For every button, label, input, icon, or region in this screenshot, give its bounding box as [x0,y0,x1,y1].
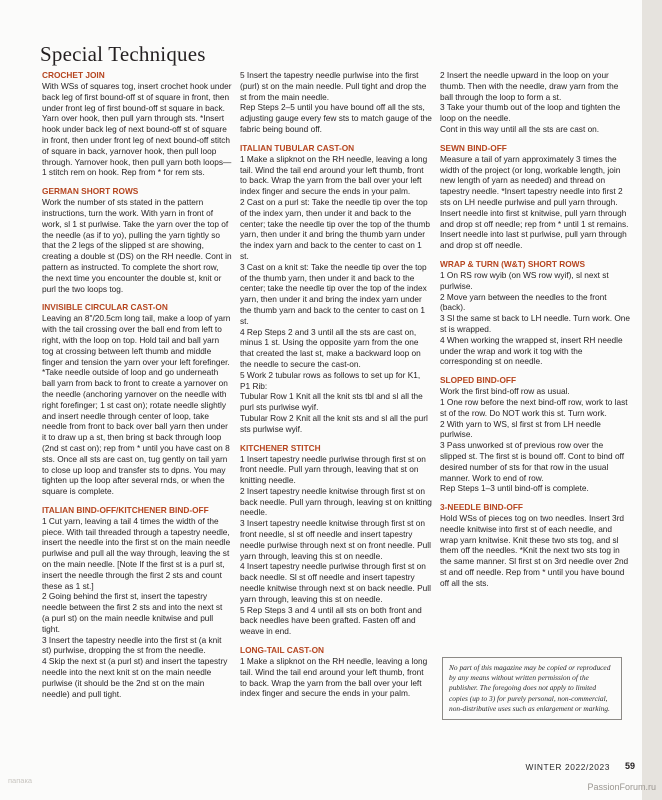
section-heading: 3-NEEDLE BIND-OFF [440,502,523,513]
technique-section [440,502,630,589]
section-paragraph: 3 Insert the tapestry needle into the first st (a knit st) purlwise, dropping the st from the needle. [42,634,222,656]
section-paragraph: 3 Pass unworked st of previous row over the slipped st. The first st is bound off. Cont to bind off desired number of sts for that row in the usual manner. Work to end of row. [440,440,625,483]
section-paragraph: 1 Insert tapestry needle purlwise through first st on front needle. Pull yarn through, leaving that st on knitting needle. [240,453,426,486]
watermark-right: PassionForum.ru [587,782,656,792]
section-paragraph: Tubular Row 2 Knit all the knit sts and sl all the purl sts purlwise wyif. [240,412,428,434]
section-paragraph: Hold WSs of pieces tog on two needles. Insert 3rd needle knitwise into first st of each needle, and wrap yarn knitwise. Knit these two sts tog, and sl them off the needles. *Knit the next two sts tog in the same manner. Sl first st on 3rd needle over 2nd st and off needle. Rep from * until you have bound off all the sts. [440,513,629,588]
column-middle [240,70,432,707]
section-paragraph: 4 Skip the next st (a purl st) and insert the tapestry needle into the next knit st on the main needle purlwise (it should be the 2nd st on the main needle) and pull tight. [42,656,228,699]
section-paragraph: 1 Cut yarn, leaving a tail 4 times the width of the piece. With tail threaded through a tapestry needle, insert the needle into the first st on the main needle purlwise and pull all the way through, leaving the st on the main needle. [Note If the first st is a purl st, insert the needle through the first 2 sts and count these as 1 st.] [42,515,231,591]
section-heading: WRAP & TURN (W&T) SHORT ROWS [440,258,586,269]
section-heading: SLOPED BIND-OFF [440,375,517,386]
watermark-left: папака [8,776,33,785]
footer-season: WINTER 2022/2023 [525,762,610,772]
section-paragraph: Rep Steps 2–5 until you have bound off all the sts, adjusting gauge every few sts to match gauge of the fabric being bound off. [240,102,432,134]
section-paragraph: 3 Insert tapestry needle knitwise through first st on front needle, sl st off needle and insert tapestry needle purlwise through next st on front needle. Pull yarn through, leaving this st on needle. [240,518,431,561]
section-paragraph: 1 One row before the next bind-off row, work to last st of the row. Do NOT work this st. Turn work. [440,396,628,418]
section-paragraph: Rep Steps 1–3 until bind-off is complete. [440,483,589,494]
page-edge-tab [642,0,662,800]
technique-section [240,645,432,699]
section-paragraph: 5 Work 2 tubular rows as follows to set up for K1, P1 Rib: [240,369,421,391]
section-paragraph: 1 On RS row wyib (on WS row wyif), sl next st purlwise. [440,269,609,291]
section-paragraph: 2 Cast on a purl st: Take the needle tip over the top of the index yarn, then under it and back to the center; take the needle tip over the top of the thumb yarn, then under it and bring the thumb yarn under the index yarn and back to the center to cast on 1 st. [240,196,431,261]
section-heading: ITALIAN BIND-OFF/KITCHENER BIND-OFF [42,504,209,515]
technique-section [440,143,630,251]
section-heading: KITCHENER STITCH [240,442,321,453]
technique-section [240,443,432,638]
section-paragraph: 4 Rep Steps 2 and 3 until all the sts are cast on, minus 1 st. Using the opposite yarn from the one that created the last st, make a backward loop on the needle to secure the cast-on. [240,326,421,369]
section-paragraph: 4 Insert tapestry needle purlwise through first st on back needle. Sl st off needle and insert tapestry needle knitwise through next st on back needle. Pull yarn through, leaving this st on needle. [240,561,431,604]
section-paragraph: 2 Move yarn between the needles to the front (back). [440,291,607,313]
column-left [42,70,232,707]
section-paragraph: 5 Insert the tapestry needle purlwise into the first (purl) st on the main needle. Pull tight and drop the st from the main needle. [240,70,427,102]
technique-section [440,70,630,135]
section-paragraph: 4 When working the wrapped st, insert RH needle under the wrap and work it tog with the corresponding st on needle. [440,334,623,367]
section-paragraph: Cont in this way until all the sts are cast on. [440,123,600,134]
section-heading: ITALIAN TUBULAR CAST-ON [240,142,355,153]
page-number: 59 [624,761,635,771]
section-paragraph: Tubular Row 1 Knit all the knit sts tbl and sl all the purl sts purlwise wyif. [240,391,423,413]
section-paragraph: 1 Make a slipknot on the RH needle, leaving a long tail. Wind the tail end around your left thumb, front to back. Wrap the yarn from the ball over your left index finger and secure the ends in your palm. [240,656,428,699]
technique-section [240,70,432,135]
section-paragraph: Leaving an 8"/20.5cm long tail, make a loop of yarn with the tail crossing over the ball end from left to right, with the loop on top. Hold tail and ball yarn tog at crossing between left thumb and middle finger and tension the yarn over your left forefinger. *Take needle outside of loop and go underneath ball yarn from back to front to create a yarnover on the needle (anchoring yarnover on the needle with right forefinger; 1 st cast on); rotate needle slightly and insert needle through center of loop, take needle from front to back over ball yarn then under it to draw up a st, then bring st back through loop (2nd st cast on); rep from * until you have cast on 8 sts. Once all sts are cast on, tug gently on tail yarn to close up loop and transfer sts to dpns. You may tighten up the loop after several rnds, or when the square is complete. [42,313,231,497]
section-paragraph: 3 Cast on a knit st: Take the needle tip over the top of the thumb yarn, then under it and back to the center; take the needle tip over the top of the index yarn, then under it and bring the index yarn under the thumb yarn and back to the center to cast on 1 st. [240,261,427,326]
section-paragraph: 3 Take your thumb out of the loop and tighten the loop on the needle. [440,102,621,124]
section-paragraph: 2 Insert tapestry needle knitwise through first st on back needle. Pull yarn through, leaving st on knitting needle. [240,485,432,518]
section-heading: LONG-TAIL CAST-ON [240,645,325,656]
section-paragraph: 2 Insert the needle upward in the loop on your thumb. Then with the needle, draw yarn from the ball through the loop to form a st. [440,70,619,102]
technique-section [42,186,232,294]
technique-section [42,70,232,178]
section-paragraph: 5 Rep Steps 3 and 4 until all sts on both front and back needles have been grafted. Fasten off and weave in end. [240,604,422,637]
technique-section [42,302,232,497]
section-heading: INVISIBLE CIRCULAR CAST-ON [42,302,168,313]
technique-section [440,375,630,494]
technique-section [42,505,232,700]
copyright-notice: No part of this magazine may be copied or reproduced by any means without written permission of the publisher. The foregoing does not apply to limited copies (up to 3) for purely personal, non-commercial, non-distributive uses such as enlargement or marking. [442,657,622,720]
section-paragraph: 1 Make a slipknot on the RH needle, leaving a long tail. Wind the tail end around your left thumb, front to back. Wrap the yarn from the ball over your left index finger and secure the ends in your palm. [240,153,428,197]
section-paragraph: 2 Going behind the first st, insert the tapestry needle between the first 2 sts and into the next st (a purl st) on the main needle knitwise and pull tight. [42,591,223,634]
section-paragraph: With WSs of squares tog, insert crochet hook under back leg of first bound-off st of square in front, then under front leg of first bound-off st square in back. Yarn over hook, then pull yarn through sts. *Insert hook under back leg of next bound-off st of square in front, then under front leg of next bound-off stitch of square in back, yarnover hook, then pull loop through. Yarnover hook, then pull yarn both loops—1 stitch rem on hook. Rep from * for rem sts. [42,81,232,178]
section-paragraph: 3 Sl the same st back to LH needle. Turn work. One st is wrapped. [440,313,631,334]
column-right [440,70,630,597]
technique-section [440,259,630,367]
section-heading: CROCHET JOIN [42,70,105,80]
section-paragraph: 2 With yarn to WS, sl first st from LH needle purlwise. [440,418,601,440]
page-title: Special Techniques [40,42,206,66]
section-heading: GERMAN SHORT ROWS [42,186,139,197]
section-heading: SEWN BIND-OFF [440,142,507,153]
technique-section [240,143,432,435]
section-paragraph: Measure a tail of yarn approximately 3 times the width of the project (or long, workable length, join new length of yarn as needed) and thread on tapestry needle. *Insert tapestry needle into first 2 sts on LH needle purlwise and pull yarn through. Insert needle into first st knitwise, pull yarn through and drop st off needle; rep from * until 1 st remains. Insert needle into last st purlwise, pull yarn through and drop st off needle. [440,153,629,251]
section-paragraph: Work the number of sts stated in the pattern instructions, turn the work. With yarn in front of work, sl 1 st purlwise. Take the yarn over the top of the needle (as if to yo), pulling the yarn tightly so that the 2 legs of the slipped st are showing, creating a double st (DS) on the RH needle. Cont in pattern as instructed. To complete the short row, the next time you encounter the double st, knit or purl the two loops tog. [42,197,232,294]
section-paragraph: Work the first bind-off row as usual. [440,386,570,397]
